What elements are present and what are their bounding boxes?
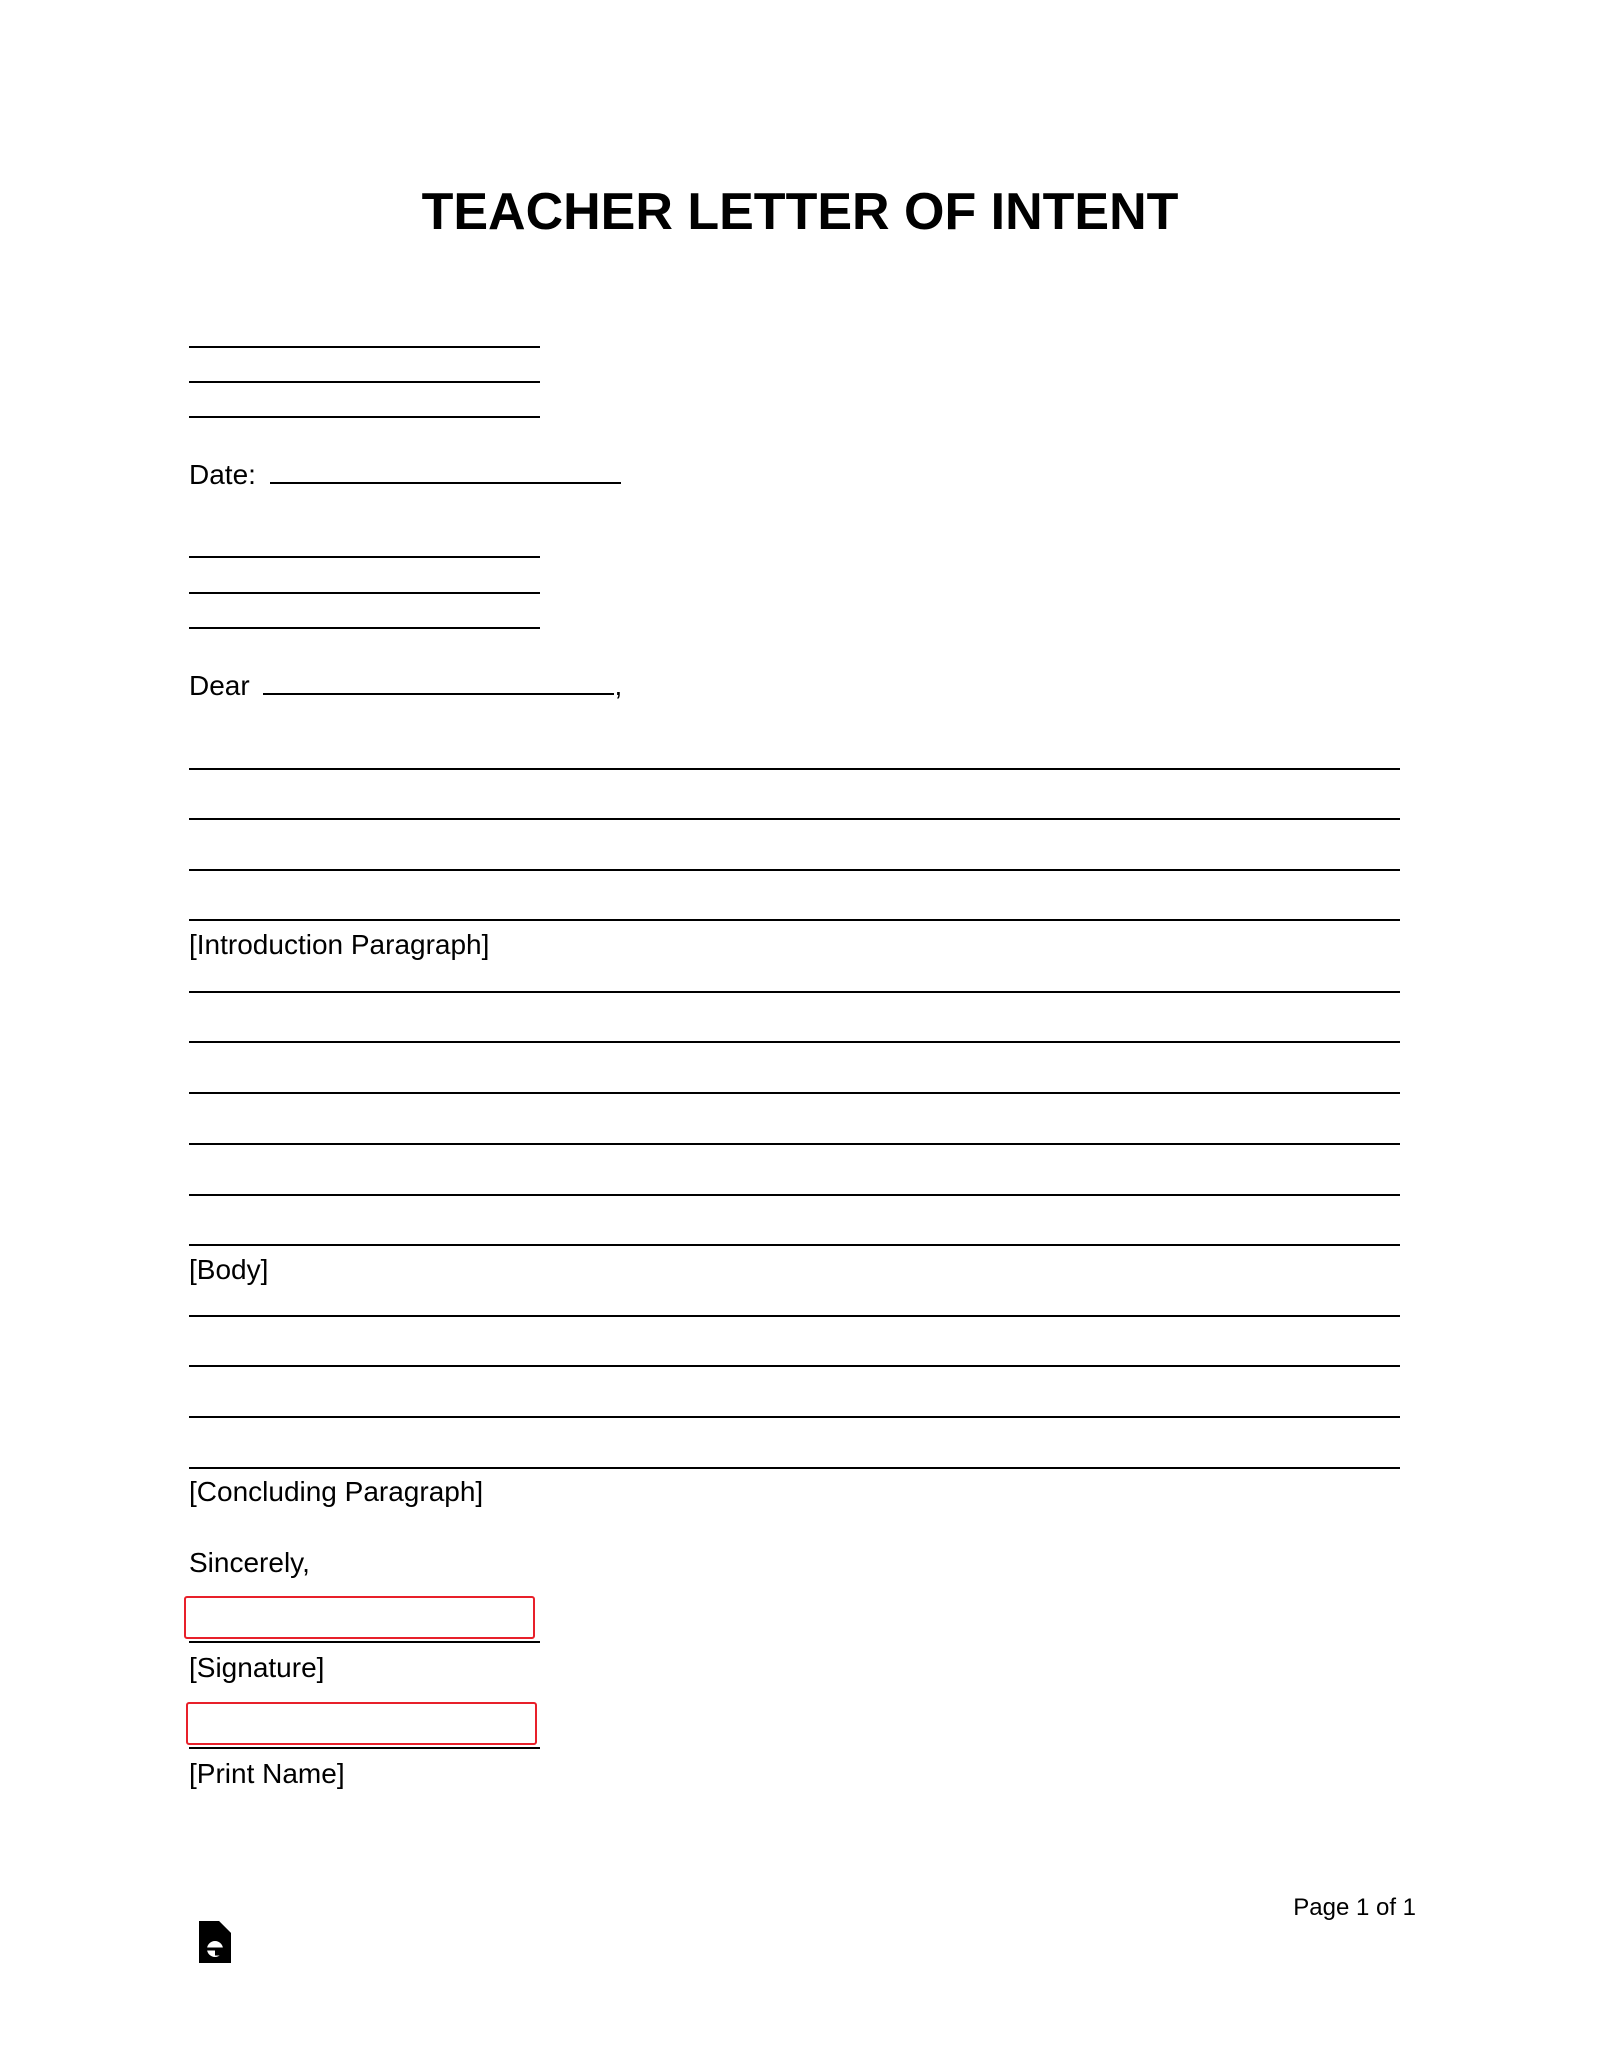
body-line-2[interactable] [189,1041,1400,1043]
conclusion-line-3[interactable] [189,1416,1400,1418]
print-name-label: [Print Name] [189,1758,345,1789]
body-line-3[interactable] [189,1092,1400,1094]
sender-address-line-2[interactable] [189,381,540,383]
signature-line [189,1641,540,1643]
intro-line-2[interactable] [189,818,1400,820]
recipient-name-field[interactable] [263,673,614,695]
conclusion-line-2[interactable] [189,1365,1400,1367]
date-row [189,458,621,492]
intro-line-3[interactable] [189,869,1400,871]
body-line-6[interactable] [189,1244,1400,1246]
sender-address-line-3[interactable] [189,416,540,418]
recipient-address-line-2[interactable] [189,592,540,594]
body-line-4[interactable] [189,1143,1400,1145]
salutation-prefix: Dear [189,670,250,701]
date-label: Date: [189,459,256,490]
closing-text: Sincerely, [189,1547,310,1578]
print-name-field[interactable] [186,1702,537,1745]
document-title: TEACHER LETTER OF INTENT [421,183,1179,241]
conclusion-line-1[interactable] [189,1315,1400,1317]
print-name-line [189,1747,540,1749]
date-field[interactable] [270,462,621,484]
body-line-1[interactable] [189,991,1400,993]
body-label: [Body] [189,1254,269,1285]
intro-line-1[interactable] [189,768,1400,770]
body-line-5[interactable] [189,1194,1400,1196]
conclusion-label: [Concluding Paragraph] [189,1476,484,1507]
signature-label: [Signature] [189,1652,325,1683]
sender-address-line-1[interactable] [189,346,540,348]
salutation-row [189,669,622,703]
intro-line-4[interactable] [189,919,1400,921]
intro-label: [Introduction Paragraph] [189,929,490,960]
signature-field[interactable] [184,1596,535,1639]
page-number: Page 1 of 1 [1293,1894,1416,1921]
recipient-address-line-1[interactable] [189,556,540,558]
conclusion-line-4[interactable] [189,1467,1400,1469]
salutation-comma: , [614,670,623,701]
document-e-icon [197,1919,233,1965]
recipient-address-line-3[interactable] [189,627,540,629]
